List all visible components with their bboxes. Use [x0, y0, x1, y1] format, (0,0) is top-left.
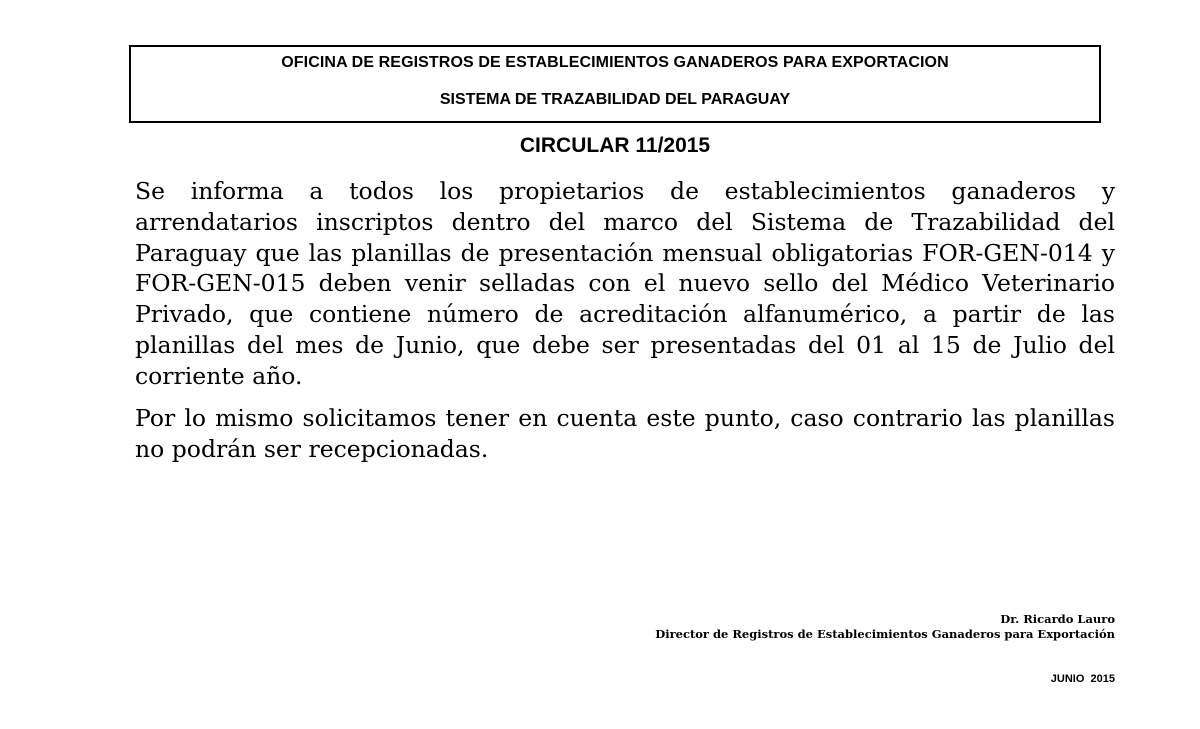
system-name: SISTEMA DE TRAZABILIDAD DEL PARAGUAY: [439, 91, 791, 108]
body-paragraph-2: Por lo mismo solicitamos tener en cuenta este punto, caso contrario las planillas no podrán ser recepcionadas.: [135, 404, 1115, 463]
header-box: [129, 45, 1101, 123]
body-paragraph-1: Se informa a todos los propietarios de establecimientos ganaderos y arrendatarios inscriptos dentro del marco del Sistema de Trazabilidad del Paraguay que las planillas de presentación mensual obligatorias FOR-GEN-014 y FOR-GEN-015 deben venir selladas con el nuevo sello del Médico Veterinario Privado, que contiene número de acreditación alfanumérico, a partir de las planillas del mes de Junio, que debe ser presentadas del 01 al 15 de Julio del corriente año.: [135, 177, 1115, 390]
signatory-name: Dr. Ricardo Lauro: [1000, 612, 1115, 626]
signatory-role: Director de Registros de Establecimientos Ganaderos para Exportación: [655, 627, 1115, 641]
document-date: JUNIO 2015: [1050, 673, 1115, 685]
office-name: OFICINA DE REGISTROS DE ESTABLECIMIENTOS GANADEROS PARA EXPORTACION: [281, 54, 949, 71]
circular-title: CIRCULAR 11/2015: [519, 134, 711, 157]
